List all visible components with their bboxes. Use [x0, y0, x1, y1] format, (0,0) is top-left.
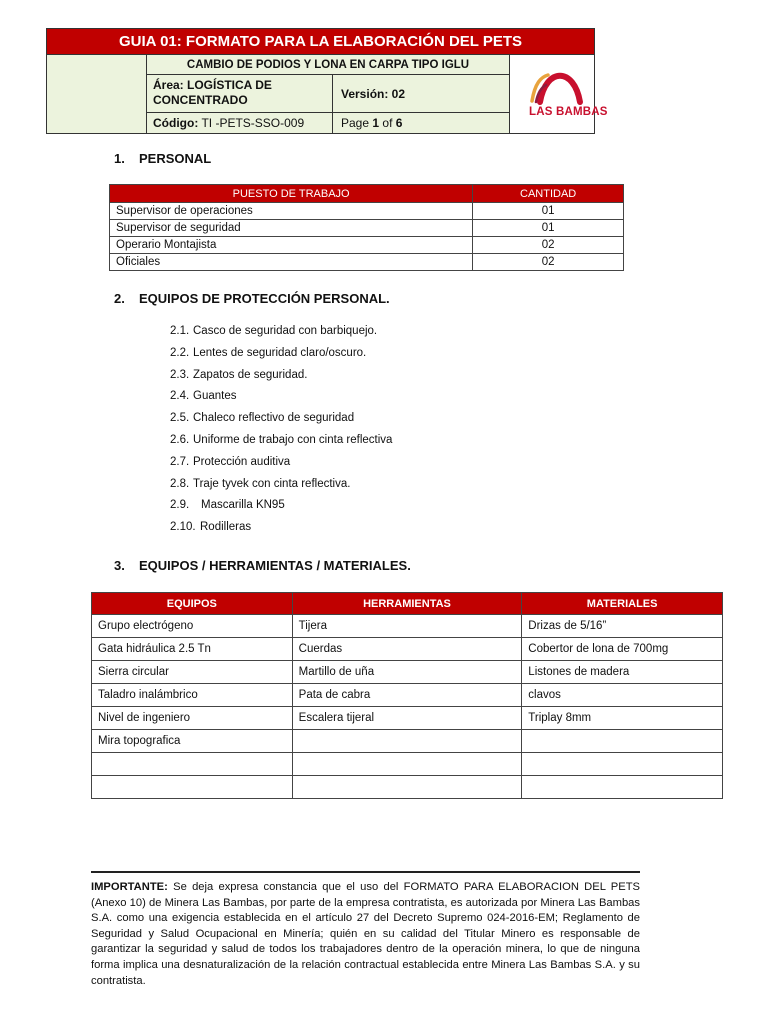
table-cell: Taladro inalámbrico: [92, 684, 293, 707]
table-cell: [522, 730, 723, 753]
table-cell: 01: [473, 203, 624, 220]
list-item-number: 2.8.: [170, 477, 190, 490]
list-item-number: 2.2.: [170, 346, 190, 359]
page-indicator: [333, 113, 509, 133]
table-cell: Martillo de uña: [292, 661, 522, 684]
table-cell: Supervisor de operaciones: [110, 203, 473, 220]
logo-text: LAS BAMBAS: [529, 106, 608, 118]
section-number: 1.: [114, 151, 125, 166]
table-cell: Tijera: [292, 615, 522, 638]
table-cell: 02: [473, 254, 624, 271]
document-subtitle: CAMBIO DE PODIOS Y LONA EN CARPA TIPO IGLU: [147, 55, 509, 75]
table-cell: Oficiales: [110, 254, 473, 271]
table-cell: 02: [473, 237, 624, 254]
table-cell: Triplay 8mm: [522, 707, 723, 730]
table-cell: 01: [473, 220, 624, 237]
section-title: EQUIPOS / HERRAMIENTAS / MATERIALES.: [139, 558, 411, 573]
list-item-text: Zapatos de seguridad.: [193, 368, 308, 381]
table-cell: Supervisor de seguridad: [110, 220, 473, 237]
table-cell: [292, 753, 522, 776]
table-header-row: [110, 185, 624, 203]
table-row: [110, 254, 624, 271]
list-item-number: 2.7.: [170, 455, 190, 468]
document-title: GUIA 01: FORMATO PARA LA ELABORACIÓN DEL PETS: [47, 29, 594, 55]
table-cell: [522, 776, 723, 799]
list-item-number: 2.4.: [170, 390, 190, 403]
list-item-text: Guantes: [193, 390, 237, 403]
version-field: Versión: 02: [333, 75, 509, 113]
page-total: 6: [395, 116, 403, 130]
list-item: [170, 496, 392, 518]
table-cell: [92, 753, 293, 776]
table-cell: Cobertor de lona de 700mg: [522, 638, 723, 661]
table-cell: Escalera tijeral: [292, 707, 522, 730]
code-field: [147, 113, 333, 133]
list-item-number: 2.9.: [170, 499, 190, 512]
note-text: Se deja expresa constancia que el uso del FORMATO PARA ELABORACION DEL PETS (Anexo 10) de Minera Las Bambas, por parte de la empresa contratista, es autorizada por Minera Las Bambas S.A. como una exigencia establecida en el artículo 27 del Decreto Supremo 024-2016-EM; Reglamento de Seguridad y Salud Ocupacional en Minería; quién en su calidad del Titular Minero es responsable de garantizar la seguridad y salud de todos los trabajadores dentro de la operación minera, lo que de ninguna forma implica una desnaturalización de la relación contractual establecida entre Minera Las Bambas S.A. y su contratista.: [91, 881, 640, 987]
table-row: [92, 638, 723, 661]
list-item-text: Lentes de seguridad claro/oscuro.: [193, 346, 367, 359]
document-header: [46, 28, 608, 134]
code-label: Código:: [153, 116, 199, 130]
personal-table: [109, 184, 624, 271]
epp-list: [170, 322, 392, 540]
section-epp-heading: [114, 291, 390, 306]
header-blank-cell: [47, 55, 147, 133]
table-cell: Operario Montajista: [110, 237, 473, 254]
table-cell: Cuerdas: [292, 638, 522, 661]
equipment-table: [91, 592, 723, 799]
table-row: [92, 615, 723, 638]
table-header-row: [92, 593, 723, 615]
table-row: [110, 203, 624, 220]
page-current: 1: [372, 116, 380, 130]
column-header: EQUIPOS: [92, 593, 293, 615]
list-item-text: Casco de seguridad con barbiquejo.: [193, 325, 378, 337]
list-item-text: Mascarilla KN95: [201, 499, 285, 512]
section-equipment-heading: [114, 558, 411, 573]
list-item: [170, 475, 392, 497]
table-cell: [92, 776, 293, 799]
table-cell: Sierra circular: [92, 661, 293, 684]
footer-divider: [91, 871, 640, 873]
column-header: MATERIALES: [522, 593, 723, 615]
page-prefix: Page: [341, 116, 370, 130]
table-cell: Grupo electrógeno: [92, 615, 293, 638]
table-row: [92, 661, 723, 684]
list-item: [170, 387, 392, 409]
table-row: [92, 707, 723, 730]
list-item-number: 2.1.: [170, 325, 190, 337]
important-note: [91, 880, 640, 989]
table-cell: Listones de madera: [522, 661, 723, 684]
list-item: [170, 366, 392, 388]
list-item: [170, 409, 392, 431]
section-number: 3.: [114, 558, 125, 573]
list-item-number: 2.6.: [170, 433, 190, 446]
section-personal-heading: [114, 151, 211, 166]
table-cell: Mira topografica: [92, 730, 293, 753]
area-field: Área: LOGÍSTICA DE CONCENTRADO: [147, 75, 333, 113]
table-row: [110, 237, 624, 254]
note-label: IMPORTANTE:: [91, 881, 168, 893]
table-cell: clavos: [522, 684, 723, 707]
list-item: [170, 322, 392, 344]
table-row: [92, 753, 723, 776]
table-row: [92, 776, 723, 799]
list-item-number: 2.10.: [170, 521, 196, 534]
column-header: CANTIDAD: [473, 185, 624, 203]
list-item: [170, 431, 392, 453]
list-item: [170, 453, 392, 475]
column-header: HERRAMIENTAS: [292, 593, 522, 615]
list-item-text: Traje tyvek con cinta reflectiva.: [193, 477, 351, 490]
section-title: EQUIPOS DE PROTECCIÓN PERSONAL.: [139, 291, 390, 306]
table-cell: Drizas de 5/16”: [522, 615, 723, 638]
table-cell: [292, 730, 522, 753]
table-cell: [292, 776, 522, 799]
list-item-number: 2.3.: [170, 368, 190, 381]
list-item-text: Chaleco reflectivo de seguridad: [193, 412, 355, 425]
column-header: PUESTO DE TRABAJO: [110, 185, 473, 203]
section-number: 2.: [114, 291, 125, 306]
list-item-text: Uniforme de trabajo con cinta reflectiva: [193, 433, 393, 446]
section-title: PERSONAL: [139, 151, 212, 166]
table-row: [92, 684, 723, 707]
list-item-text: Rodilleras: [200, 521, 252, 534]
table-row: [92, 730, 723, 753]
list-item: [170, 344, 392, 366]
table-row: [110, 220, 624, 237]
page-sep: of: [382, 116, 393, 130]
company-logo: [509, 55, 608, 133]
table-cell: [522, 753, 723, 776]
code-value: TI -PETS-SSO-009: [201, 116, 305, 130]
list-item-number: 2.5.: [170, 412, 190, 425]
list-item: [170, 518, 392, 540]
list-item-text: Protección auditiva: [193, 455, 291, 468]
table-cell: Pata de cabra: [292, 684, 522, 707]
table-cell: Nivel de ingeniero: [92, 707, 293, 730]
logo-mark-icon: [510, 55, 595, 133]
table-cell: Gata hidráulica 2.5 Tn: [92, 638, 293, 661]
